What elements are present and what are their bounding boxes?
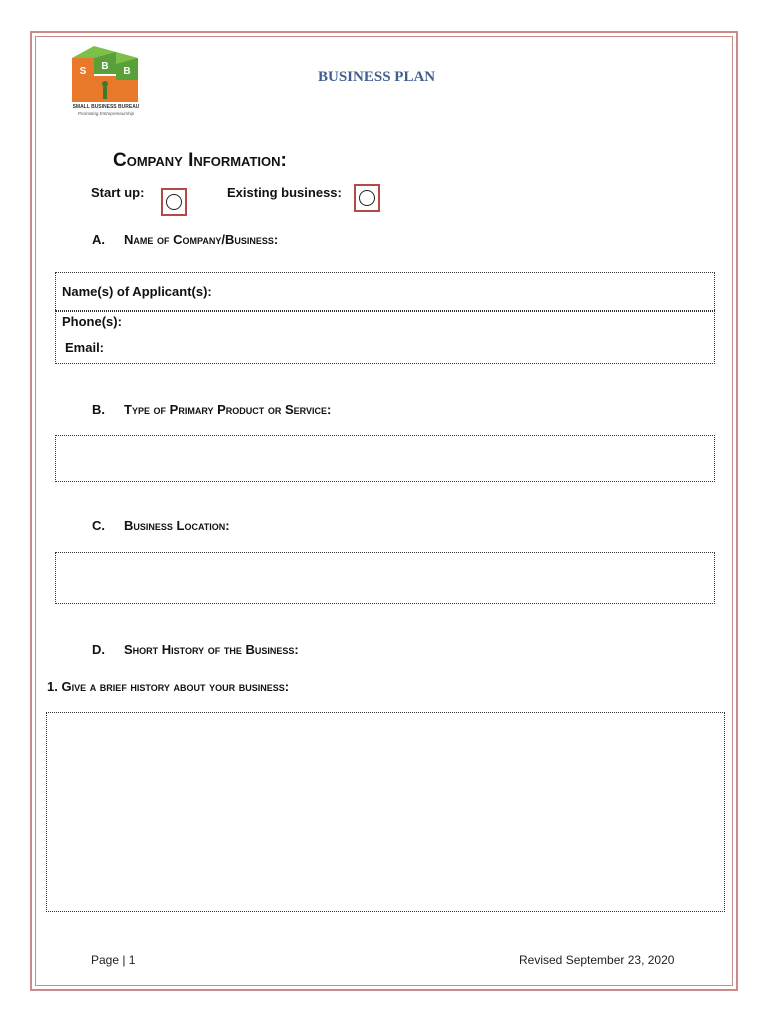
section-b-title: Type of Primary Product or Service: [124,402,332,417]
section-b-letter: B. [92,402,105,417]
question-1-heading [47,679,289,694]
existing-business-label: Existing business: [227,185,342,200]
svg-text:B: B [101,61,109,72]
svg-text:B: B [123,66,131,77]
question-1-number: 1. [47,679,58,694]
product-service-field[interactable] [55,435,715,482]
section-c-letter: C. [92,518,105,533]
page-number: Page | 1 [91,953,136,967]
radio-circle-icon [166,194,182,210]
question-1-text: Give a brief history about your business: [61,679,290,694]
logo-name: SMALL BUSINESS BUREAU [72,104,140,110]
svg-text:S: S [79,66,87,77]
section-a-letter: A. [92,232,105,247]
existing-business-checkbox[interactable] [354,184,380,212]
document-title: BUSINESS PLAN [318,69,436,85]
section-d-title: Short History of the Business: [124,642,299,657]
startup-label: Start up: [91,185,145,200]
business-location-field[interactable] [55,552,715,604]
contact-field[interactable] [55,310,715,364]
business-history-field[interactable] [46,712,725,912]
section-a-title: Name of Company/Business: [124,232,279,247]
section-d-letter: D. [92,642,105,657]
company-information-heading: Company Information: [113,150,287,171]
section-d-heading [92,642,299,657]
startup-checkbox[interactable] [161,188,187,216]
revised-date: Revised September 23, 2020 [519,953,675,967]
radio-circle-icon [359,190,375,206]
section-a-heading [92,232,278,247]
applicant-names-label: Name(s) of Applicant(s): [62,284,212,299]
phone-label: Phone(s): [62,314,122,329]
email-label: Email: [65,340,105,355]
section-b-heading [92,402,331,417]
section-c-title: Business Location: [124,518,230,533]
section-c-heading [92,518,230,533]
logo-tagline: Promoting Entrepreneurship [77,111,135,116]
